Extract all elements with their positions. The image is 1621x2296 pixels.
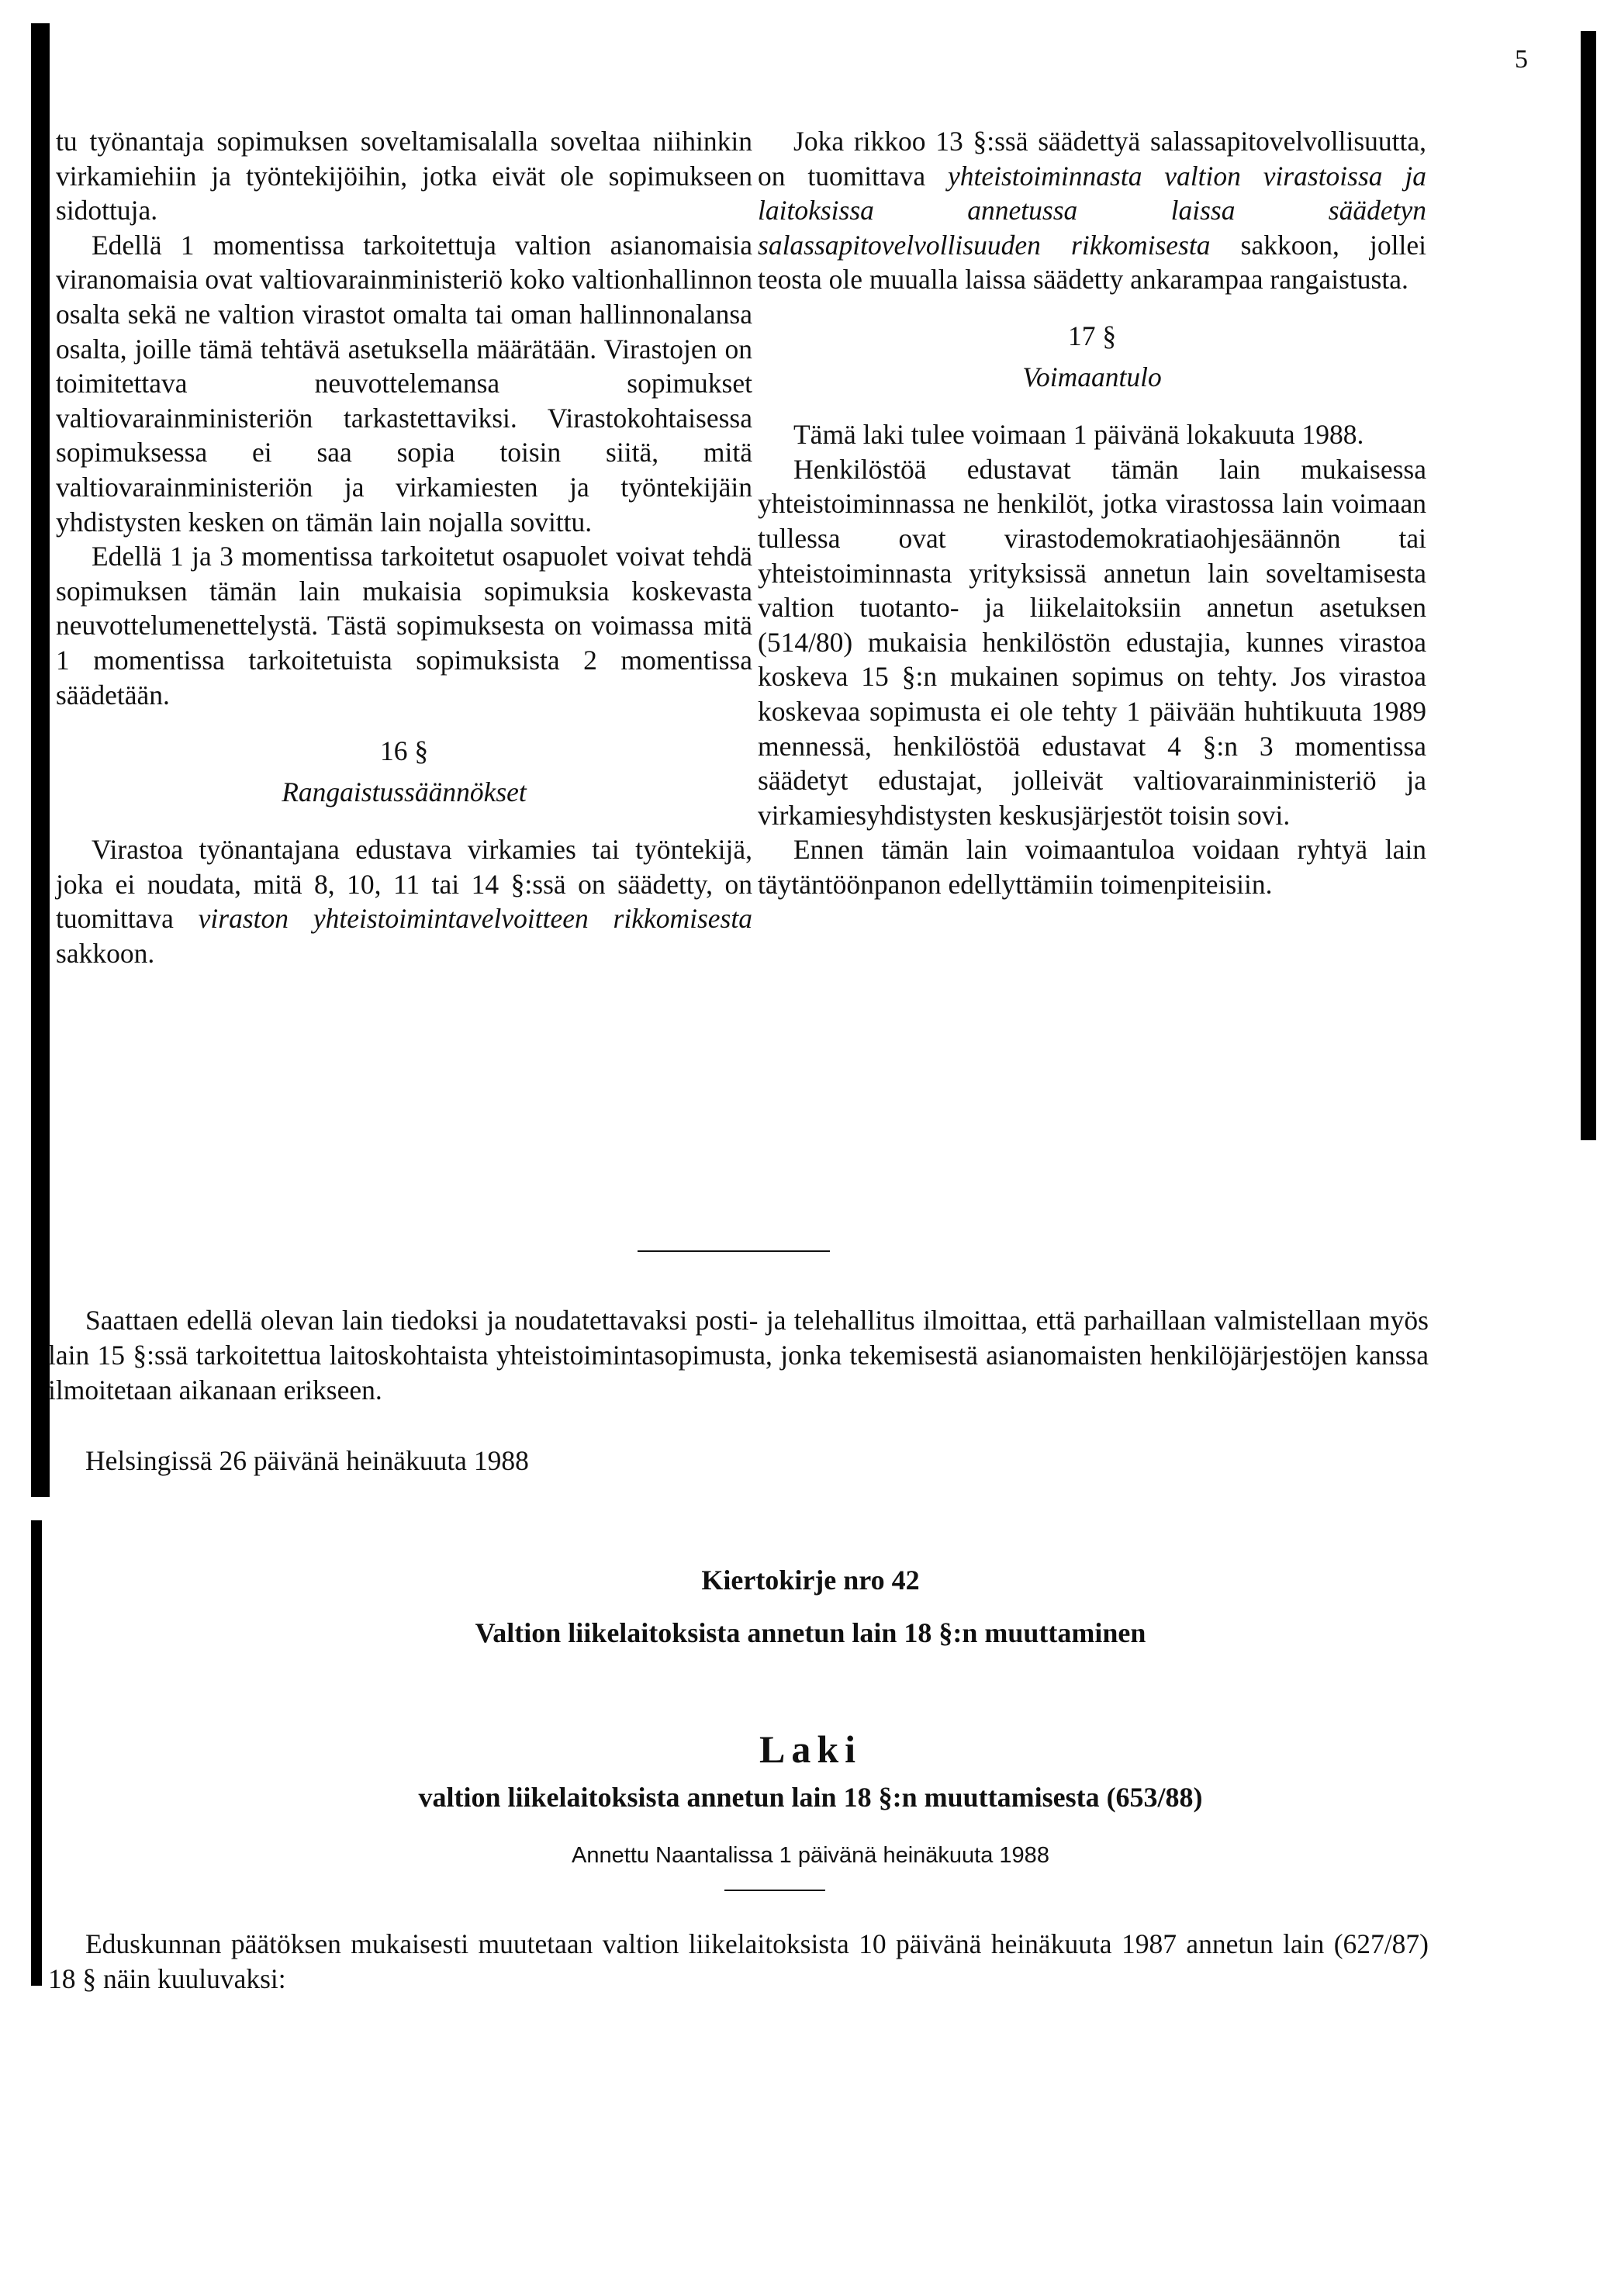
law-given-line: Annettu Naantalissa 1 päivänä heinäkuuta 1988 — [572, 1843, 1049, 1868]
law-heading: Laki — [759, 1727, 862, 1771]
paragraph: Henkilöstöä edustavat tämän lain mukaisessa yhteistoiminnassa ne henkilöt, jotka virastossa lain voimaan tullessa ovat virastodemokratiaohjesäännön tai yhteistoiminnasta yrityksissä annetun lain soveltamisesta valtion tuotanto- ja liikelaitoksiin annetun asetuksen (514/80) mukaisia henkilöstön edustajia, kunnes virastoa koskeva 15 §:n mukainen sopimus on tehty. Jos virastoa koskevaa sopimusta ei ole tehty 1 päivään huhtikuuta 1989 mennessä, henkilöstöä edustavat 4 §:n 3 momentissa säädetyt edustajat, jolleivät valtiovarainministeriö ja virkamiesyhdistysten keskusjärjestöt toisin sovi. — [758, 453, 1426, 831]
section-16-heading: 16 § — [379, 735, 429, 767]
section-17-heading: 17 § — [1067, 320, 1117, 351]
paragraph: Edellä 1 ja 3 momentissa tarkoitetut osapuolet voivat tehdä sopimuksen tämän lain mukaisia sopimuksia koskevasta neuvottelumenettelystä. Tästä sopimuksesta on voimassa mitä 1 momentissa tarkoitetuista sopimuksista 2 momentissa säädetään. — [56, 541, 752, 711]
section-16-title: Rangaistussäännökset — [282, 776, 527, 807]
right-paragraph-1 — [758, 124, 1426, 297]
right-column — [758, 124, 1426, 901]
section-17-title: Voimaantulo — [1022, 361, 1162, 392]
right-paragraph-1-italic: yhteistoiminnasta valtion virastoissa ja laitoksissa annetussa laissa säädetyn salassapitovelvollisuuden rikkomisesta — [758, 160, 1426, 261]
right-paragraph-1-after: sakkoon, jollei teosta ole muualla laissa säädetty ankarampaa rangaistusta. — [758, 229, 1426, 296]
section-16-text-after: sakkoon. — [56, 938, 155, 970]
right-paragraph-1-before: Joka rikkoo 13 §:ssä säädettyä salassapitovelvollisuutta, on tuomittava — [758, 126, 1426, 192]
section-16-text-italic: viraston yhteistoimintavelvoitteen rikkomisesta — [198, 903, 752, 935]
paragraph: tu työnantaja sopimuksen soveltamisalalla soveltaa niihinkin virkamiehiin ja työntekijöihin, jotka eivät ole sopimukseen sidottuja. — [56, 126, 752, 226]
scan-border-left-top — [31, 23, 50, 1497]
circular-number: Kiertokirje nro 42 — [701, 1565, 920, 1596]
page-number: 5 — [1515, 45, 1528, 74]
paragraph: Ennen tämän lain voimaantuloa voidaan ryhtyä lain täytäntöönpanon edellyttämiin toimenpiteisiin. — [758, 834, 1426, 900]
circular-title: Valtion liikelaitoksista annetun lain 18 §:n muuttaminen — [475, 1617, 1146, 1648]
paragraph: Edellä 1 momentissa tarkoitettuja valtion asianomaisia viranomaisia ovat valtiovarainministeriö koko valtionhallinnon osalta sekä ne valtion virastot omalta tai oman hallinnonalansa osalta, joille tämä tehtävä asetuksella määrätään. Virastojen on toimitettava neuvottelemansa sopimukset valtiovarainministeriön tarkastettaviksi. Virastokohtaisessa sopimuksessa ei saa sopia toisin siitä, mitä valtiovarainministeriön ja virkamiesten ja työntekijäin yhdistysten kesken on tämän lain nojalla sovittu. — [56, 229, 752, 538]
place-date: Helsingissä 26 päivänä heinäkuuta 1988 — [85, 1445, 529, 1476]
paragraph: Tämä laki tulee voimaan 1 päivänä lokakuuta 1988. — [793, 419, 1364, 451]
section-16-paragraph — [56, 832, 752, 970]
law-decision-paragraph: Eduskunnan päätöksen mukaisesti muutetaan valtion liikelaitoksista 10 päivänä heinäkuuta 1987 annetun lain (627/87) 18 § näin kuuluvaksi: — [48, 1928, 1429, 1994]
section-16-text-before: Virastoa työnantajana edustava virkamies tai työntekijä, joka ei noudata, mitä 8, 10, 11 tai 14 §:ssä on säädetty, on tuomittava — [56, 834, 752, 935]
law-subtitle: valtion liikelaitoksista annetun lain 18 §:n muuttamisesta (653/88) — [418, 1782, 1203, 1813]
law-divider — [724, 1890, 825, 1891]
section-divider — [638, 1250, 830, 1252]
left-column — [56, 124, 752, 971]
notice-paragraph: Saattaen edellä olevan lain tiedoksi ja noudatettavaksi posti- ja telehallitus ilmoittaa, että parhaillaan valmistellaan myös lain 15 §:ssä tarkoitettua laitoskohtaista yhteistoimintasopimusta, jonka tekemisestä asianomaisten henkilöjärjestöjen kanssa ilmoitetaan aikanaan erikseen. — [48, 1305, 1429, 1406]
scan-border-right — [1581, 31, 1596, 1140]
